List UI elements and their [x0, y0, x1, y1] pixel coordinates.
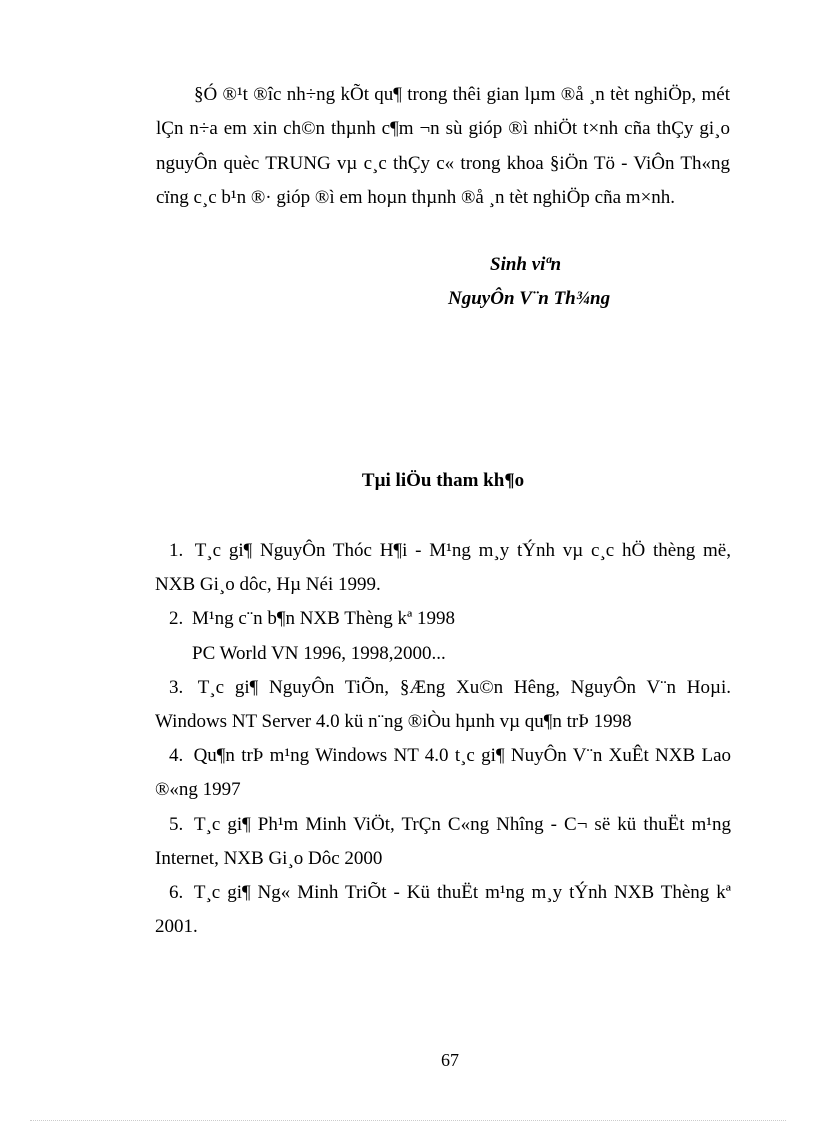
reference-item [155, 739, 731, 807]
reference-text: T¸c gi¶ NguyÔn Thóc H¶i - M¹ng m¸y tÝnh vµ c¸c hÖ thèng më, NXB Gi¸o dôc, Hµ Néi 1999. [155, 540, 731, 596]
reference-item [155, 534, 731, 602]
reference-number: 6. [169, 882, 184, 904]
reference-number: 4. [169, 745, 184, 767]
reference-item [155, 876, 731, 944]
acknowledgement-paragraph: §Ó ®¹t ®îc nh÷ng kÕt qu¶ trong thêi gian lµm ®å ¸n tèt nghiÖp, mét lÇn n÷a em xin ch©n thµnh c¶m ¬n sù gióp ®ì nhiÖt t×nh cña thÇy gi¸o nguyÔn quèc TRUNG vµ c¸c thÇy c« trong khoa §iÖn Tö - ViÔn Th«ng cïng c¸c b¹n ®· gióp ®ì em hoµn thµnh ®å ¸n tèt nghiÖp cña m×nh. [156, 84, 730, 208]
page-bottom-divider [30, 1120, 786, 1121]
reference-item [155, 602, 731, 636]
signature-role: Sinh viªn [490, 254, 562, 275]
reference-text: T¸c gi¶ Ng« Minh TriÕt - Kü thuËt m¹ng m¸y tÝnh NXB Thèng kª 2001. [155, 882, 731, 938]
reference-text: Qu¶n trÞ m¹ng Windows NT 4.0 t¸c gi¶ NuyÔn V¨n XuÊt NXB Lao ®«ng 1997 [155, 745, 731, 801]
reference-number: 1. [169, 540, 184, 561]
references-list [155, 534, 731, 944]
signature-name: NguyÔn V¨n Th¾ng [448, 288, 611, 309]
reference-number: 3. [169, 676, 184, 698]
reference-text: PC World VN 1996, 1998,2000... [192, 642, 446, 664]
reference-number: 5. [169, 813, 184, 835]
page-number: 67 [441, 1050, 459, 1070]
references-heading: Tµi liÖu tham kh¶o [361, 470, 525, 491]
reference-number: 2. [169, 608, 184, 630]
reference-text: T¸c gi¶ Ph¹m Minh ViÖt, TrÇn C«ng Nhîng - C¬ së kü thuËt m¹ng Internet, NXB Gi¸o Dôc 2000 [155, 813, 731, 869]
reference-text: M¹ng c¨n b¶n NXB Thèng kª 1998 [192, 608, 456, 630]
reference-item-continuation [155, 637, 731, 671]
reference-text: T¸c gi¶ NguyÔn TiÕn, §Æng Xu©n Hêng, NguyÔn V¨n Hoµi. Windows NT Server 4.0 kü n¨ng ®iÒu hµnh vµ qu¶n trÞ 1998 [155, 676, 731, 733]
reference-item [155, 808, 731, 876]
reference-item [155, 671, 731, 739]
